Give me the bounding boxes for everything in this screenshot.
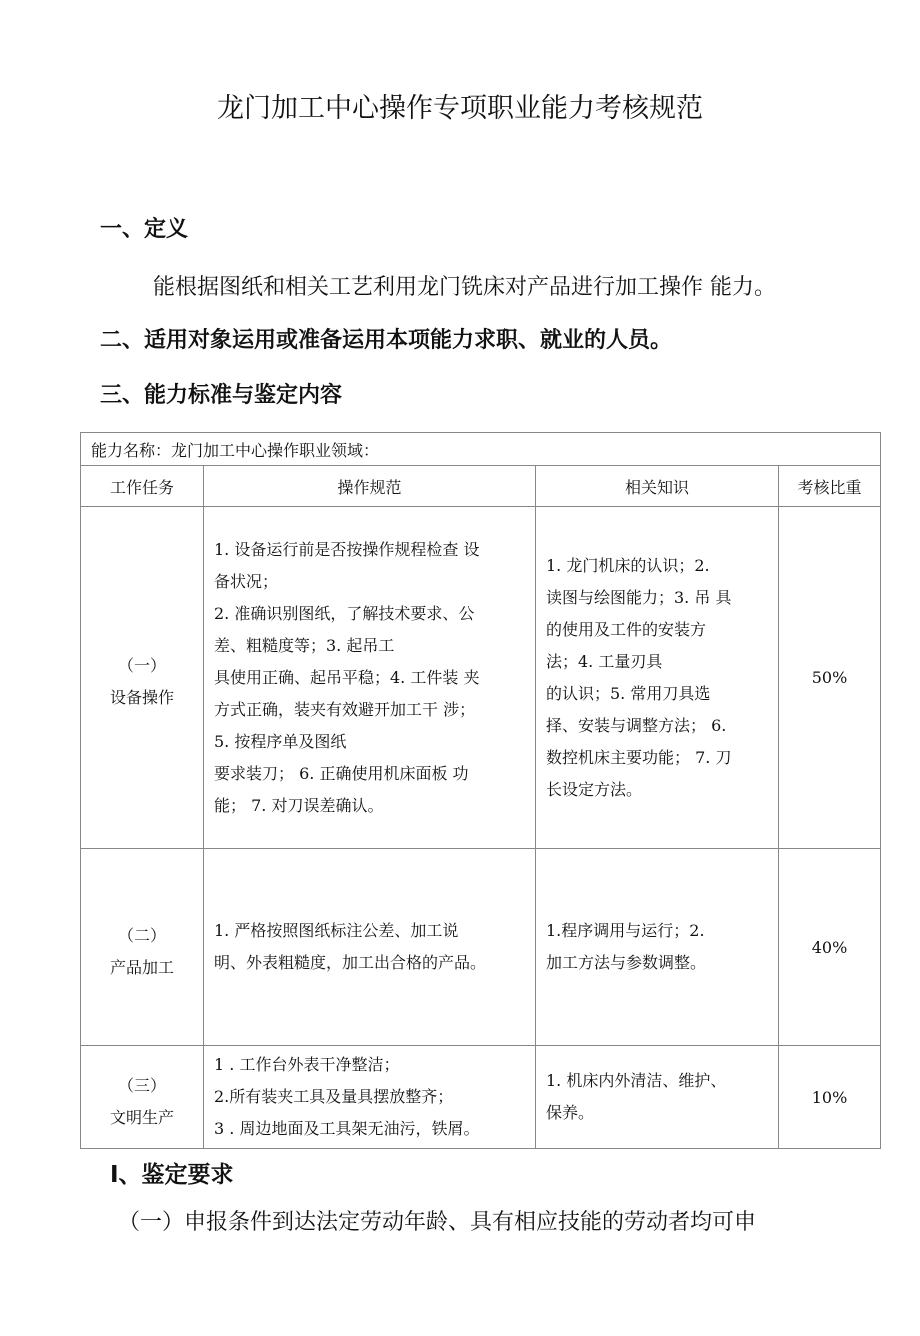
spec-line: 1 . 工作台外表干净整洁； <box>214 1055 400 1074</box>
spec-line: 能； 7. 对刀误差确认。 <box>214 795 384 815</box>
spec-line: 方式正确，装夹有效避开加工干 涉； <box>214 699 476 719</box>
knowledge-cell <box>536 1046 779 1149</box>
spec-line: 2. 准确识别图纸，了解技术要求、公 <box>214 603 475 623</box>
knowledge-line: 1.程序调用与运行；2. <box>546 921 705 940</box>
task-name: 文明生产 <box>109 1107 174 1127</box>
spec-line: 要求装刀； 6. 正确使用机床面板 功 <box>214 763 469 783</box>
task-number: （三） <box>117 1075 166 1095</box>
knowledge-line: 1. 机床内外清洁、维护、 <box>546 1071 727 1090</box>
task-number: （二） <box>117 925 166 945</box>
task-cell <box>81 849 204 1046</box>
spec-cell <box>204 507 536 849</box>
section-heading-standards: 三、能力标准与鉴定内容 <box>100 383 343 408</box>
spec-line: 2.所有装夹工具及量具摆放整齐； <box>214 1087 454 1106</box>
knowledge-line: 数控机床主要功能； 7. 刀 <box>546 747 732 767</box>
section-heading-definition: 一、定义 <box>100 217 189 242</box>
spec-line: 5. 按程序单及图纸 <box>214 731 347 751</box>
knowledge-line: 长设定方法。 <box>546 779 643 799</box>
knowledge-line: 1. 龙门机床的认识；2. <box>546 555 710 575</box>
table-row <box>81 849 881 1046</box>
page-title: 龙门加工中心操作专项职业能力考核规范 <box>217 93 703 124</box>
knowledge-line: 的认识；5. 常用刀具选 <box>546 683 711 703</box>
section-heading-requirements: Ⅰ、鉴定要求 <box>110 1162 234 1188</box>
weight-cell: 50% <box>779 507 881 849</box>
definition-text: 能根据图纸和相关工艺利用龙门铣床对产品进行加工操作 能力。 <box>153 275 776 300</box>
knowledge-cell <box>536 507 779 849</box>
spec-cell <box>204 849 536 1046</box>
ability-standards-table <box>80 432 881 1149</box>
weight-cell: 40% <box>779 849 881 1046</box>
knowledge-line: 的使用及工件的安装方 <box>546 619 707 639</box>
knowledge-line: 加工方法与参数调整。 <box>546 953 707 972</box>
requirements-text: （一）申报条件到达法定劳动年龄、具有相应技能的劳动者均可申 <box>118 1210 757 1235</box>
task-name: 设备操作 <box>109 688 174 707</box>
spec-line: 差、粗糙度等；3. 起吊工 <box>214 635 395 655</box>
header-spec: 操作规范 <box>204 466 536 507</box>
spec-line: 具使用正确、起吊平稳；4. 工件装 夹 <box>214 667 480 687</box>
section-heading-target: 二、适用对象运用或准备运用本项能力求职、就业的人员。 <box>100 328 673 353</box>
spec-line: 3 . 周边地面及工具架无油污，铁屑。 <box>214 1119 480 1138</box>
table-row <box>81 1046 881 1149</box>
header-weight: 考核比重 <box>779 466 881 507</box>
header-task: 工作任务 <box>81 466 204 507</box>
spec-cell <box>204 1046 536 1149</box>
knowledge-line: 读图与绘图能力；3. 吊 具 <box>546 587 732 607</box>
knowledge-line: 法；4. 工量刃具 <box>546 651 663 671</box>
task-name: 产品加工 <box>109 957 174 977</box>
knowledge-line: 保养。 <box>546 1103 595 1122</box>
weight-cell: 10% <box>779 1046 881 1149</box>
table-row <box>81 507 881 849</box>
header-knowledge: 相关知识 <box>536 466 779 507</box>
task-number: （一） <box>117 656 166 675</box>
spec-line: 备状况； <box>214 571 279 591</box>
task-cell <box>81 1046 204 1149</box>
knowledge-cell <box>536 849 779 1046</box>
spec-line: 1. 设备运行前是否按操作规程检查 设 <box>214 539 480 559</box>
spec-line: 1. 严格按照图纸标注公差、加工说 <box>214 921 459 940</box>
table-caption: 能力名称：龙门加工中心操作职业领域： <box>81 433 881 466</box>
knowledge-line: 择、安装与调整方法； 6. <box>546 715 727 735</box>
spec-line: 明、外表粗糙度，加工出合格的产品。 <box>214 953 487 972</box>
task-cell <box>81 507 204 849</box>
